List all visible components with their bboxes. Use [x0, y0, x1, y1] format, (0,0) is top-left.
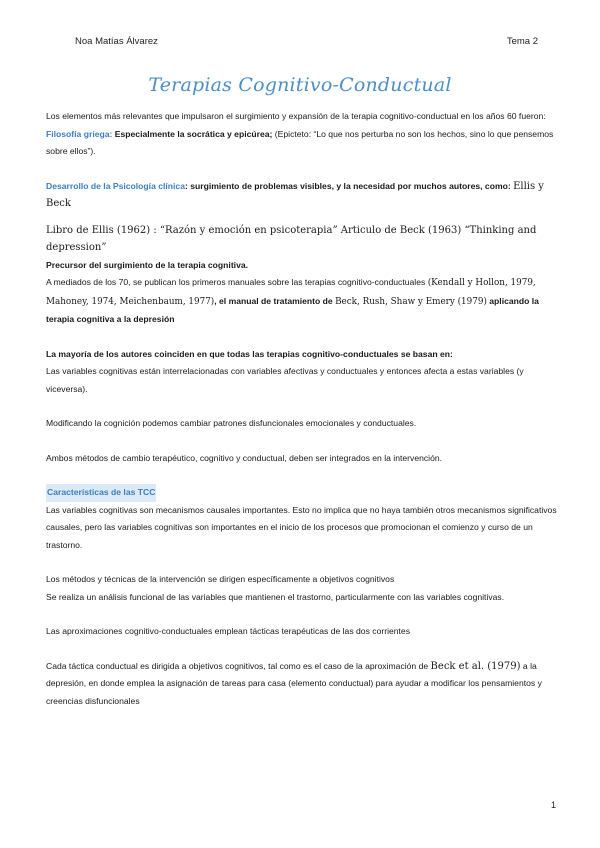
spacer: [46, 398, 564, 415]
desarrollo-authors: Ellis y Beck: [46, 180, 544, 209]
filosofia-paragraph: [46, 126, 564, 161]
manuales-text-1: A mediados de los 70, se publican los primeros manuales sobre las terapias cognitivo-conductuales: [46, 277, 428, 287]
filosofia-text: Especialmente la socrática y epicúrea;: [112, 128, 275, 139]
header-author: Noa Matías Álvarez: [75, 36, 158, 47]
page-number: 1: [550, 800, 556, 810]
manuales-refs-2: Beck, Rush, Shaw y Emery (1979): [335, 296, 487, 307]
page-title: Terapias Cognitivo-Conductual: [148, 74, 452, 96]
spacer: [46, 213, 564, 222]
variables-paragraph: Las variables cognitivas están interrelacionadas con variables afectivas y conductuales y entonces afecta a estas variables (y viceversa).: [46, 366, 524, 394]
document-body: [46, 108, 564, 710]
spacer: [46, 554, 564, 571]
filosofia-quote: (Epicteto: “Lo que nos perturba no son los hechos, sino lo que pensemos sobre ellos”).: [46, 128, 554, 156]
caracteristica-2: Los métodos y técnicas de la intervención se dirigen específicamente a objetivos cognitivos: [46, 574, 395, 584]
filosofia-label: Filosofía griega:: [46, 128, 113, 139]
desarrollo-label: Desarrollo de la Psicología clínica: [46, 180, 185, 191]
car5-text-1: Cada táctica conductual es dirigida a objetivos cognitivos, tal como es el caso de la aproximación de: [46, 660, 431, 671]
car5-text-2: a la depresión, en donde emplea la asignación de tareas para casa (elemento conductual) para ayudar a modificar los pensamientos y creencias disfuncionales: [46, 660, 542, 706]
manuales-text-2: , el manual de tratamiento de: [214, 295, 336, 306]
intro-paragraph: Los elementos más relevantes que impulsaron el surgimiento y expansión de la terapia cognitivo-conductual en los años 60 fueron:: [46, 111, 546, 121]
spacer: [46, 161, 564, 178]
desarrollo-text: : surgimiento de problemas visibles, y la necesidad por muchos autores, como:: [185, 180, 514, 191]
section-heading-row: [46, 484, 564, 502]
spacer: [46, 606, 564, 623]
manuales-text-3: aplicando la terapia cognitiva a la depresión: [46, 295, 539, 324]
precursor-line: Precursor del surgimiento de la terapia cognitiva.: [46, 259, 249, 270]
ambos-line: Ambos métodos de cambio terapéutico, cognitivo y conductual, deben ser integrados en la intervención.: [46, 452, 443, 463]
modificando-line: Modificando la cognición podemos cambiar patrones disfuncionales emocionales y conductuales.: [46, 418, 417, 428]
section-heading: Características de las TCC: [46, 484, 156, 502]
car5-ref: Beck et al. (1979): [430, 660, 521, 672]
caracteristica-5: [46, 658, 564, 711]
spacer: [46, 467, 564, 484]
caracteristica-4: Las aproximaciones cognitivo-conductuales emplean tácticas terapéuticas de las dos corrientes: [46, 626, 411, 636]
header-topic: Tema 2: [506, 36, 538, 47]
libro-line: Libro de Ellis (1962) : “Razón y emoción en psicoterapia” Articulo de Beck (1963) “Thinking and depression”: [46, 224, 537, 253]
manuales-refs: (Kendall y Hollon, 1979, Mahoney, 1974, Meichenbaum, 1977): [46, 278, 536, 307]
spacer: [46, 641, 564, 658]
caracteristica-3: Se realiza un análisis funcional de las variables que mantienen el trastorno, particularmente con las variables cognitivas.: [46, 591, 505, 602]
desarrollo-paragraph: [46, 178, 564, 213]
spacer: [46, 433, 564, 450]
manuales-paragraph: [46, 274, 564, 329]
spacer: [46, 329, 564, 346]
caracteristica-1: Las variables cognitivas son mecanismos causales importantes. Esto no implica que no haya también otros mecanismos significativos causales, pero las variables cognitivas son importantes en el inicio de los procesos que promocionan el comienzo y curso de un trastorno.: [46, 504, 557, 550]
mayoria-line: La mayoría de los autores coinciden en que todas las terapias cognitivo-conductuales se basan en:: [46, 348, 453, 359]
